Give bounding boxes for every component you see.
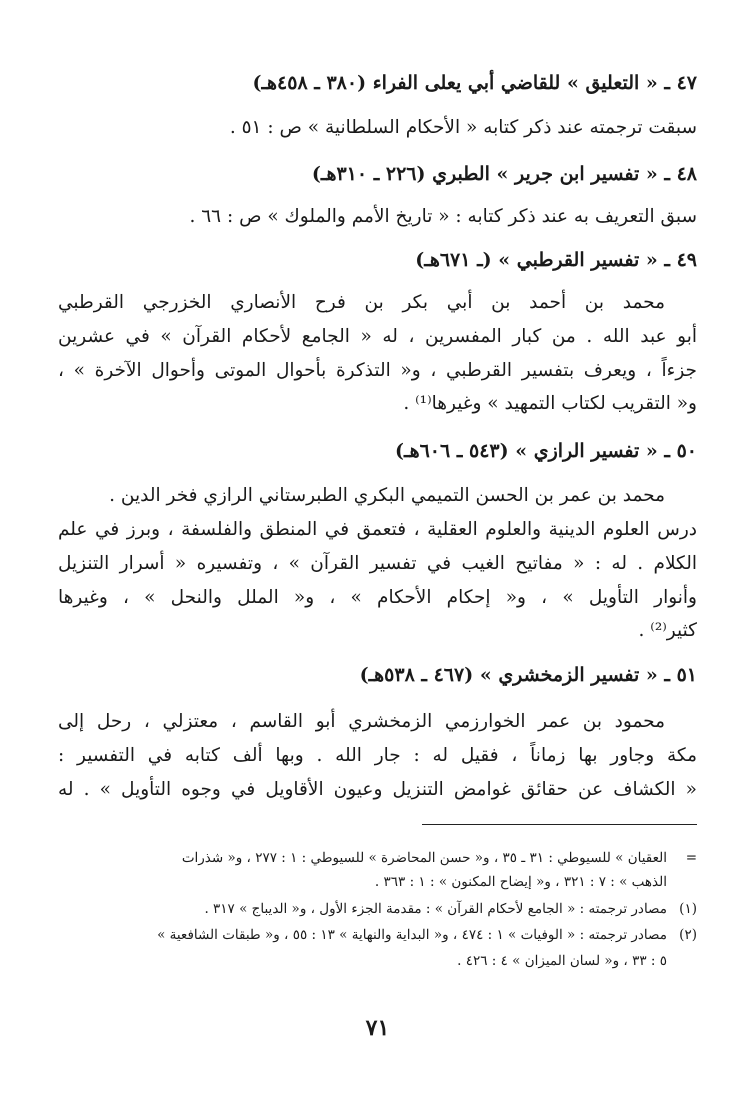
entry-heading-50: ٥٠ ـ « تفسير الرازي » (٥٤٣ ـ ٦٠٦هـ) [395, 440, 697, 462]
entry-text-50-line-4: وأنوار التأويل » ، و« إحكام الأحكام » ، و« الملل والنحل » ، وغيرها [58, 587, 697, 608]
entry-text-49-line-4: و« التقريب لكتاب التمهيد » وغيرها⁽¹⁾ . [403, 393, 697, 414]
footnote-2-mark: (٢) [679, 927, 697, 943]
entry-text-51-line-3: « الكشاف عن حقائق غوامض التنزيل وعيون الأقاويل في وجوه التأويل » . له [58, 779, 697, 800]
entry-text-51-line-2: مكة وجاور بها زماناً ، فقيل له : جار الله . وبها ألف كتابه في التفسير : [58, 745, 697, 766]
page-number: ٧١ [365, 1015, 390, 1041]
footnote-1-text: مصادر ترجمته : « الجامع لأحكام القرآن » : مقدمة الجزء الأول ، و« الديباج » ٣١٧ . [204, 901, 667, 917]
entry-heading-47: ٤٧ ـ « التعليق » للقاضي أبي يعلى الفراء (٣٨٠ ـ ٤٥٨هـ) [252, 72, 697, 94]
entry-heading-48: ٤٨ ـ « تفسير ابن جرير » الطبري (٢٢٦ ـ ٣١٠هـ) [311, 163, 697, 185]
entry-heading-49: ٤٩ ـ « تفسير القرطبي » (ـ ٦٧١هـ) [415, 249, 697, 271]
footnote-continuation-mark: = [685, 850, 697, 866]
footnote-continuation-line-2: الذهب » : ٧ : ٣٢١ ، و« إيضاح المكنون » : ١ : ٣٦٣ . [374, 874, 667, 890]
entry-text-50-line-3: الكلام . له : « مفاتيح الغيب في تفسير القرآن » ، وتفسيره « أسرار التنزيل [58, 553, 697, 574]
entry-heading-51: ٥١ ـ « تفسير الزمخشري » (٤٦٧ ـ ٥٣٨هـ) [359, 664, 697, 686]
entry-text-50-line-2: درس العلوم الدينية والعلوم العقلية ، فتعمق في المنطق والفلسفة ، وبرز في علم [58, 519, 697, 540]
entry-text-47: سبقت ترجمته عند ذكر كتابه « الأحكام السلطانية » ص : ٥١ . [229, 117, 697, 138]
footnote-2-line-2: ٥ : ٣٣ ، و« لسان الميزان » ٤ : ٤٢٦ . [457, 953, 667, 969]
entry-text-51-line-1: محمود بن عمر الخوارزمي الزمخشري أبو القاسم ، معتزلي ، رحل إلى [58, 711, 665, 732]
footnote-1 [50, 898, 697, 920]
entry-text-49-line-1: محمد بن أحمد بن أبي بكر بن فرح الأنصاري الخزرجي القرطبي [58, 292, 665, 313]
footnote-separator [422, 824, 697, 825]
footnote-1-mark: (١) [679, 901, 697, 917]
entry-text-49-line-2: أبو عبد الله . من كبار المفسرين ، له « الجامع لأحكام القرآن » في عشرين [58, 326, 697, 347]
entry-text-48: سبق التعريف به عند ذكر كتابه : « تاريخ الأمم والملوك » ص : ٦٦ . [189, 206, 697, 227]
footnote-2 [50, 924, 697, 946]
footnote-continuation-line-1 [50, 847, 697, 869]
entry-text-50-line-1: محمد بن عمر بن الحسن التميمي البكري الطبرستاني الرازي فخر الدين . [109, 485, 665, 506]
footnote-2-text: مصادر ترجمته : « الوفيات » ١ : ٤٧٤ ، و« البداية والنهاية » ١٣ : ٥٥ ، و« طبقات الشافعية » [157, 927, 667, 943]
entry-text-50-line-5: كثير⁽²⁾ . [638, 620, 697, 641]
footnote-continuation-text: العقيان » للسيوطي : ٣١ ـ ٣٥ ، و« حسن المحاضرة » للسيوطي : ١ : ٢٧٧ ، و« شذرات [181, 850, 667, 866]
entry-text-49-line-3: جزءاً ، ويعرف بتفسير القرطبي ، و« التذكرة بأحوال الموتى وأحوال الآخرة » ، [58, 360, 697, 381]
